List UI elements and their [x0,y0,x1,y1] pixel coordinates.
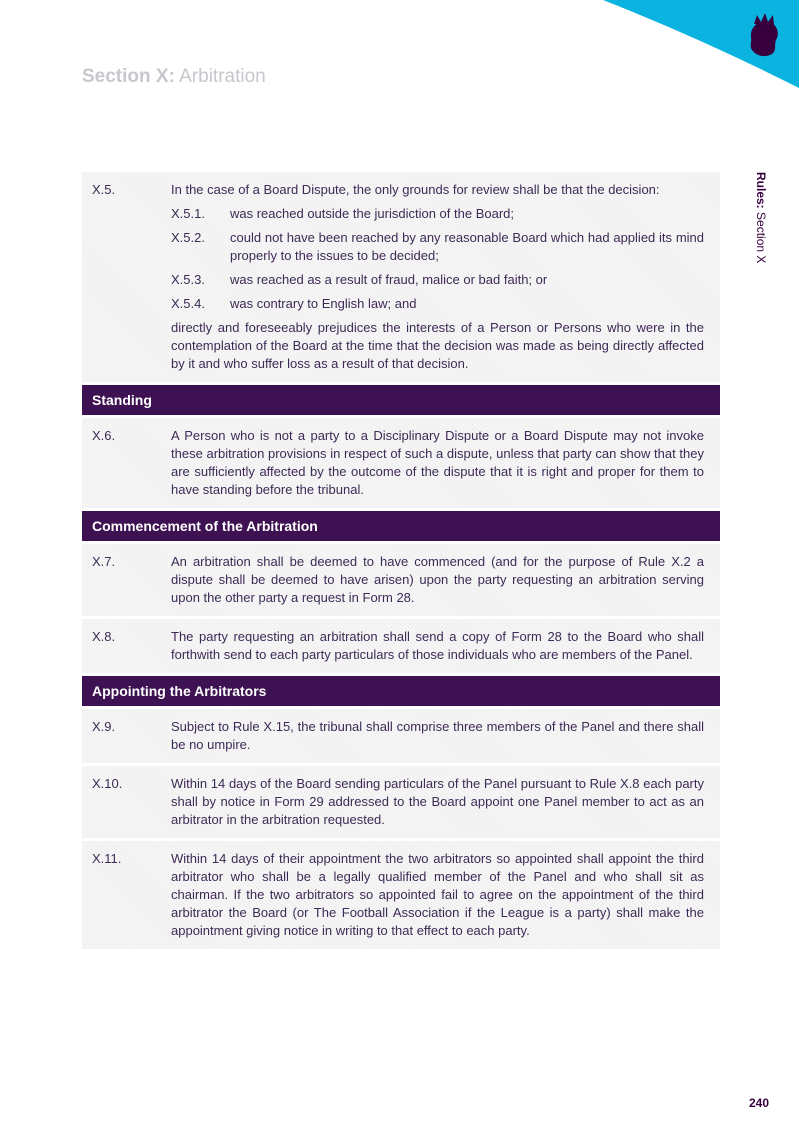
rule-number: X.6. [92,428,116,443]
rule-text: A Person who is not a party to a Disciplinary Dispute or a Board Dispute may not invoke these arbitration provisions in respect of such a dispute, unless that party can show that they are sufficiently affected by the outcome of the dispute that it is right and proper for them to have standing before the tribunal. [171,428,704,497]
rule-text: The party requesting an arbitration shall send a copy of Form 28 to the Board who shall forthwith send to each party particulars of those individuals who are members of the Panel. [171,629,704,662]
heading-commencement: Commencement of the Arbitration [82,511,720,541]
rule-intro: In the case of a Board Dispute, the only grounds for review shall be that the decision: [171,182,660,197]
side-running-header: Rules: Section X [754,172,768,264]
rule-number: X.10. [92,776,123,791]
rule-number: X.9. [92,719,116,734]
rule-x8 [82,619,720,673]
page-number: 240 [749,1096,770,1110]
rule-x5 [82,172,720,382]
subrule-x5-1 [171,205,704,223]
rule-number: X.5. [92,182,116,197]
subrule-text: was contrary to English law; and [230,296,417,311]
rule-x6 [82,418,720,508]
rule-number: X.8. [92,629,116,644]
subrule-number: X.5.4. [171,296,205,311]
rule-outro: directly and foreseeably prejudices the interests of a Person or Persons who were in the contemplation of the Board at the time that the decision was made as being directly affected by it and who suffer loss as a result of that decision. [171,320,704,371]
subrule-number: X.5.2. [171,230,205,245]
heading-appointing: Appointing the Arbitrators [82,676,720,706]
subrule-number: X.5.3. [171,272,205,287]
heading-standing: Standing [82,385,720,415]
rule-text: Within 14 days of the Board sending particulars of the Panel pursuant to Rule X.8 each party shall by notice in Form 29 addressed to the Board appoint one Panel member to act as an arbitrator in the arbitration requested. [171,776,704,827]
subrule-number: X.5.1. [171,206,205,221]
subrule-text: was reached outside the jurisdiction of the Board; [230,206,515,221]
rule-x11 [82,841,720,949]
rule-number: X.7. [92,554,116,569]
subrule-x5-2 [171,229,704,265]
rules-content [82,172,720,952]
section-title: Section X: Arbitration [82,66,266,87]
rule-number: X.11. [92,851,122,866]
rule-x10 [82,766,720,838]
rule-text: Within 14 days of their appointment the two arbitrators so appointed shall appoint the third arbitrator who shall be a legally qualified member of the Panel and who shall sit as chairman. If the two arbitrators so appointed fail to agree on the appointment of the third arbitrator the Board (or The Football Association if the League is a party) shall make the appointment giving notice in writing to that effect to each party. [171,851,704,938]
rule-text: An arbitration shall be deemed to have commenced (and for the purpose of Rule X.2 a dispute shall be deemed to have arisen) upon the party requesting an arbitration serving upon the other party a request in Form 28. [171,554,704,605]
subrule-x5-3 [171,271,704,289]
subrule-text: could not have been reached by any reasonable Board which had applied its mind properly to the issues to be decided; [230,230,704,263]
rule-x9 [82,709,720,763]
rule-body [171,181,704,373]
subrule-text: was reached as a result of fraud, malice or bad faith; or [230,272,548,287]
subrule-x5-4 [171,295,704,313]
rule-text: Subject to Rule X.15, the tribunal shall comprise three members of the Panel and there shall be no umpire. [171,719,704,752]
rule-x7 [82,544,720,616]
